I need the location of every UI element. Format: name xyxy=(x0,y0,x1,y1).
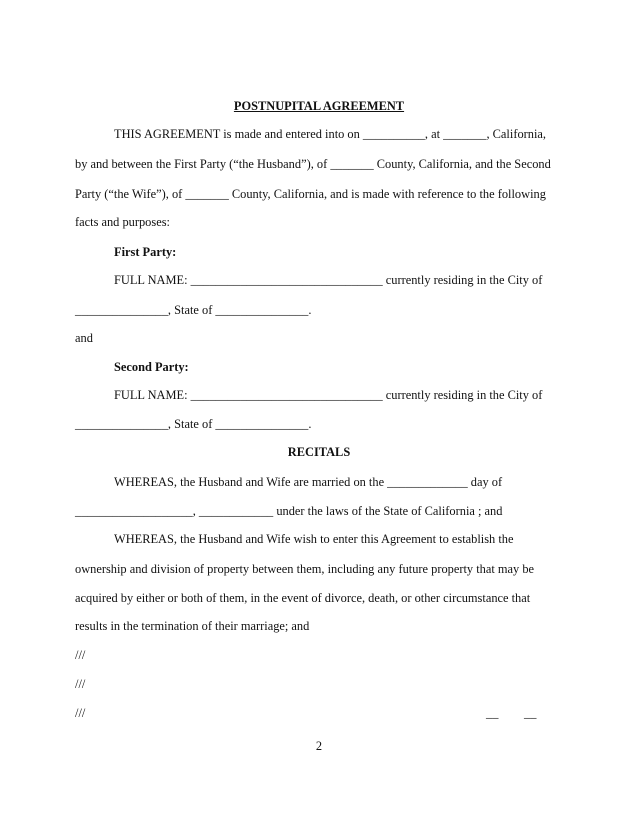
recital-2-line-3: acquired by either or both of them, in the event of divorce, death, or other circumstance that xyxy=(75,591,531,605)
initials-blank-1: __ xyxy=(486,706,499,720)
intro-line-4: facts and purposes: xyxy=(75,215,170,229)
recital-2-line-1: WHEREAS, the Husband and Wife wish to enter this Agreement to establish the xyxy=(114,532,514,546)
first-party-heading: First Party: xyxy=(114,245,177,259)
recital-1-line-1: WHEREAS, the Husband and Wife are married on the _____________ day of xyxy=(114,475,503,489)
continuation-mark: /// xyxy=(75,648,86,662)
first-party-name-line: FULL NAME: _______________________________ currently residing in the City of xyxy=(114,273,543,287)
recital-1-line-2: ___________________, ____________ under the laws of the State of California ; and xyxy=(75,504,503,518)
and-text: and xyxy=(75,331,93,345)
initials-blank-2: __ xyxy=(524,706,537,720)
continuation-mark: /// xyxy=(75,706,86,720)
recital-2-line-2: ownership and division of property between them, including any future property that may be xyxy=(75,562,535,576)
intro-line-1: THIS AGREEMENT is made and entered into on __________, at _______, California, xyxy=(114,127,547,141)
document-title: POSTNUPITAL AGREEMENT xyxy=(233,99,405,113)
recitals-heading: RECITALS xyxy=(287,445,351,459)
continuation-mark: /// xyxy=(75,677,86,691)
intro-line-2: by and between the First Party (“the Husband”), of _______ County, California, and the Second xyxy=(75,157,551,171)
recital-2-line-4: results in the termination of their marriage; and xyxy=(75,619,310,633)
second-party-heading: Second Party: xyxy=(114,360,189,374)
first-party-city-state-line: _______________, State of _______________. xyxy=(75,303,312,317)
intro-line-3: Party (“the Wife”), of _______ County, California, and is made with reference to the following xyxy=(75,187,546,201)
second-party-city-state-line: _______________, State of _______________. xyxy=(75,417,312,431)
second-party-name-line: FULL NAME: _______________________________ currently residing in the City of xyxy=(114,388,543,402)
page-number: 2 xyxy=(315,739,323,753)
